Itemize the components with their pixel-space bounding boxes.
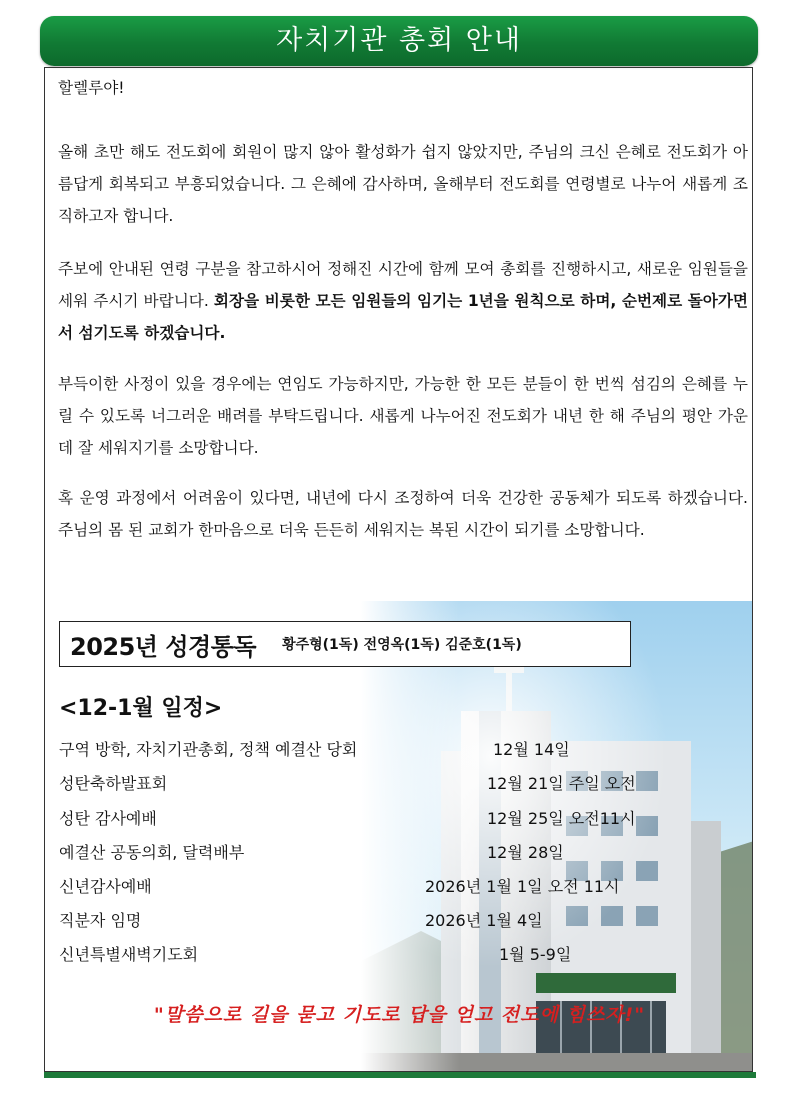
schedule-event: 직분자 임명 [59,911,142,930]
page-title: 자치기관 총회 안내 [276,25,522,56]
schedule-date: 1월 5-9일 [499,945,572,964]
paragraph-2 [58,253,748,349]
schedule-date: 12월 25일 오전11시 [487,809,636,828]
paragraph-1: 올해 초만 해도 전도회에 회원이 많지 않아 활성화가 쉽지 않았지만, 주님의 크신 은혜로 전도회가 아름답게 회복되고 부흥되었습니다. 그 은혜에 감사하며, 올해부터 전도회를 연령별로 나누어 새롭게 조직하고자 합니다. [58,143,748,225]
schedule-date: 12월 28일 [487,843,564,862]
bible-reading-readers: 황주형(1독) 전영옥(1독) 김준호(1독) [282,637,522,653]
bible-reading-title: 2025년 성경통독 [70,632,257,661]
paragraph-2-emphasis: 회장을 비롯한 모든 임원들의 임기는 1년을 원칙으로 하며, 순번제로 돌아가면서 섬기도록 하겠습니다. [58,292,748,342]
schedule-date: 12월 14일 [493,740,570,759]
title-banner [40,16,758,66]
greeting: 할렐루야! [58,79,125,97]
schedule-date: 2026년 1월 1일 오전 11시 [425,877,620,896]
schedule-row [59,840,699,874]
paragraph-2-text: 주보에 안내된 연령 구분을 참고하시어 정해진 시간에 함께 모여 총회를 진행하시고, 새로운 임원들을 세워 주시기 바랍니다. [58,260,748,310]
bible-reading-box [59,621,631,667]
schedule-event: 구역 방학, 자치기관총회, 정책 예결산 당회 [59,740,358,759]
paragraph-4: 혹 운영 과정에서 어려움이 있다면, 내년에 다시 조정하여 더욱 건강한 공동체가 되도록 하겠습니다. 주님의 몸 된 교회가 한마음으로 더욱 든든히 세워지는 복된 시간이 되기를 소망합니다. [58,489,748,539]
church-slogan: "말씀으로 길을 묻고 기도로 답을 얻고 전도에 힘쓰자!" [153,1004,646,1026]
schedule-event: 성탄축하발표회 [59,774,168,793]
paragraph-3: 부득이한 사정이 있을 경우에는 연임도 가능하지만, 가능한 한 모든 분들이 한 번씩 섬김의 은혜를 누릴 수 있도록 너그러운 배려를 부탁드립니다. 새롭게 나누어진 전도회가 내년 한 해 주님의 평안 가운데 잘 세워지기를 소망합니다. [58,375,748,457]
schedule-row [59,874,699,908]
schedule-row [59,942,699,976]
schedule-row [59,771,699,805]
schedule-event: 신년감사예배 [59,877,152,896]
schedule-row [59,908,699,942]
schedule-event: 신년특별새벽기도회 [59,945,199,964]
notice-frame [44,67,753,1072]
schedule-event: 성탄 감사예배 [59,809,157,828]
schedule-row [59,737,699,771]
schedule-event: 예결산 공동의회, 달력배부 [59,843,245,862]
bottom-divider [44,1072,756,1078]
schedule-row [59,806,699,840]
schedule-date: 2026년 1월 4일 [425,911,543,930]
schedule-date: 12월 21일 주일 오전 [487,774,636,793]
schedule-heading: <12-1월 일정> [59,696,223,721]
